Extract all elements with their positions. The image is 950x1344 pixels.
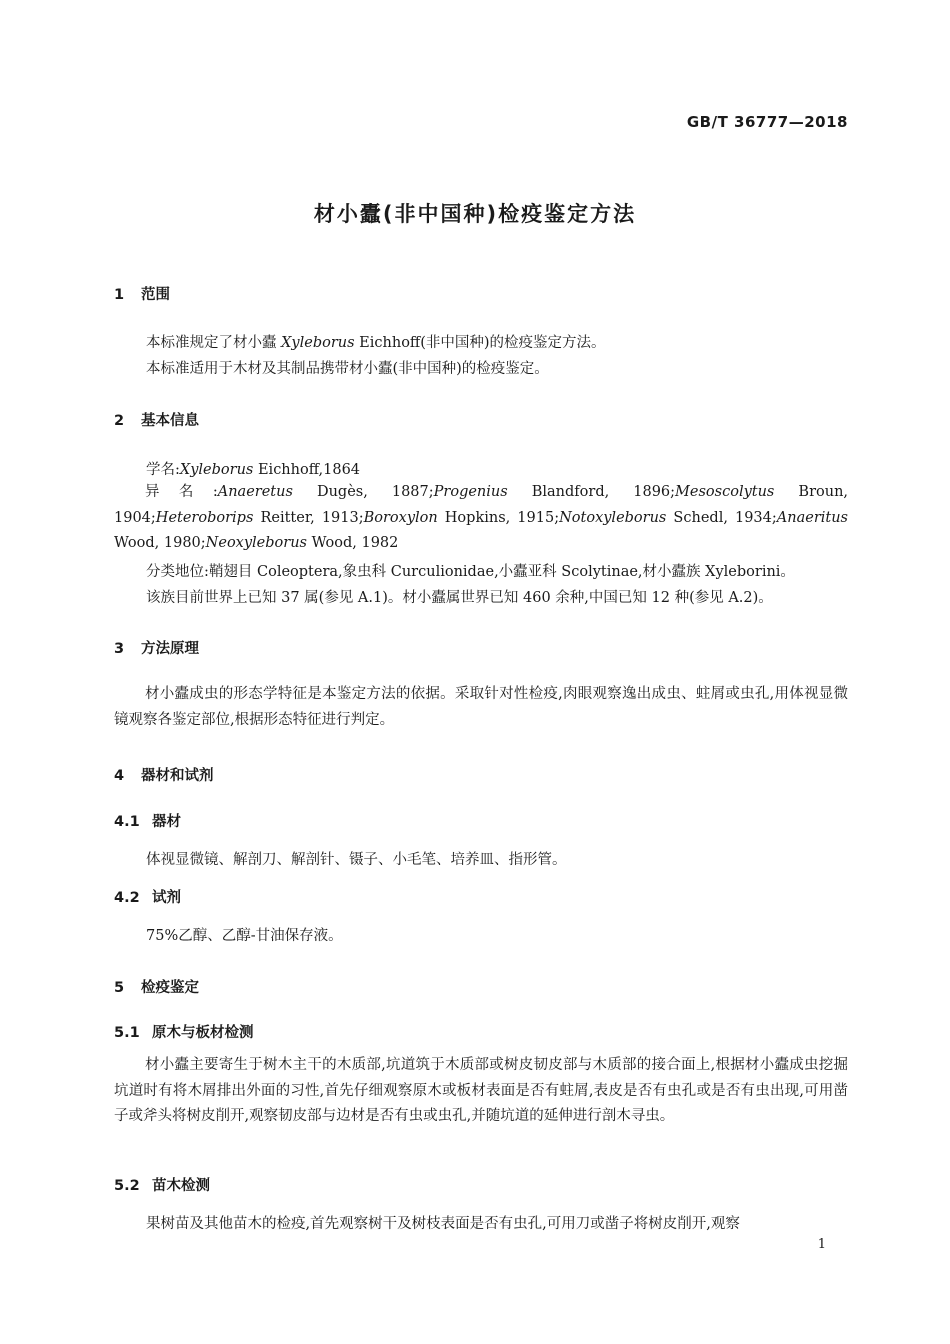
- synonym-author: Blandford, 1896;: [507, 484, 676, 500]
- subsection-number: 5.2: [114, 1178, 140, 1194]
- synonym-genus: Mesoscolytus: [675, 484, 775, 500]
- section-title: 检疫鉴定: [141, 980, 199, 996]
- genus-name: Xyleborus: [281, 335, 355, 351]
- synonym-author: Hopkins, 1915;: [437, 509, 560, 526]
- synonyms-list: [114, 484, 848, 551]
- synonym-genus: Progenius: [433, 484, 508, 500]
- synonym-author: Broun, 1904;: [114, 484, 849, 526]
- synonym-author: Dugès, 1887;: [292, 484, 434, 500]
- synonym-author: Wood, 1980;: [114, 535, 206, 552]
- synonym-genus: Neoxyleborus: [205, 535, 307, 552]
- known-species-line: 该族目前世界上已知 37 属(参见 A.1)。材小蠹属世界已知 460 余种,中国已知 12 种(参见 A.2)。: [146, 590, 773, 606]
- synonym-author: Wood, 1982: [306, 535, 399, 552]
- section-5-2-heading: [114, 1174, 210, 1195]
- subsection-title: 苗木检测: [152, 1178, 210, 1194]
- section-4-1-heading: [114, 810, 181, 831]
- subsection-number: 4.1: [114, 814, 140, 830]
- synonym-genus: Anaeritus: [776, 509, 848, 526]
- synonym-genus: Heteroborips: [155, 509, 254, 526]
- scientific-name: 学名:Xyleborus Eichhoff,1864: [146, 462, 361, 478]
- section-number: 5: [114, 980, 125, 996]
- section-3-heading: [114, 637, 199, 658]
- subsection-title: 原木与板材检测: [152, 1025, 254, 1041]
- section-3-paragraph: 材小蠹成虫的形态学特征是本鉴定方法的依据。采取针对性检疫,肉眼观察逸出成虫、蛀屑或虫孔,用体视显微镜观察各鉴定部位,根据形态特征进行判定。: [114, 686, 848, 728]
- section-1-paragraph-1: 本标准规定了材小蠹 Xyleborus Eichhoff(非中国种)的检疫鉴定方法。: [146, 335, 606, 351]
- subsection-title: 试剂: [152, 890, 181, 906]
- section-number: 4: [114, 768, 125, 784]
- section-1-heading: [114, 283, 170, 304]
- section-5-2-paragraph: 果树苗及其他苗木的检疫,首先观察树干及树枝表面是否有虫孔,可用刀或凿子将树皮削开,观察: [146, 1216, 740, 1232]
- section-4-2-heading: [114, 886, 181, 907]
- subsection-title: 器材: [152, 814, 181, 830]
- equipment-list: 体视显微镜、解剖刀、解剖针、镊子、小毛笔、培养皿、指形管。: [146, 852, 567, 868]
- section-title: 器材和试剂: [141, 768, 214, 784]
- synonym-author: Reitter, 1913;: [253, 509, 364, 526]
- section-title: 基本信息: [141, 413, 199, 429]
- document-title: 材小蠹(非中国种)检疫鉴定方法: [313, 202, 637, 226]
- section-4-heading: [114, 764, 214, 785]
- section-title: 方法原理: [141, 641, 199, 657]
- synonyms-label: 异名:: [145, 484, 218, 500]
- section-1-paragraph-2: 本标准适用于木材及其制品携带材小蠹(非中国种)的检疫鉴定。: [146, 361, 549, 377]
- reagents-list: 75%乙醇、乙醇-甘油保存液。: [146, 928, 343, 944]
- section-title: 范围: [141, 287, 170, 303]
- synonyms-paragraph: [114, 480, 848, 557]
- section-5-heading: [114, 976, 199, 997]
- synonym-genus: Anaeretus: [217, 484, 293, 500]
- standard-code: GB/T 36777—2018: [686, 113, 848, 131]
- synonym-genus: Notoxyleborus: [559, 509, 667, 526]
- page-number: 1: [817, 1237, 826, 1252]
- section-5-1-heading: [114, 1021, 254, 1042]
- section-number: 3: [114, 641, 125, 657]
- section-number: 1: [114, 287, 125, 303]
- subsection-number: 4.2: [114, 890, 140, 906]
- synonym-author: Schedl, 1934;: [666, 509, 777, 526]
- taxonomy-line: 分类地位:鞘翅目 Coleoptera,象虫科 Curculionidae,小蠹亚科 Scolytinae,材小蠹族 Xyleborini。: [146, 564, 795, 580]
- subsection-number: 5.1: [114, 1025, 140, 1041]
- section-2-heading: [114, 409, 199, 430]
- section-number: 2: [114, 413, 125, 429]
- synonym-genus: Boroxylon: [363, 509, 438, 526]
- section-5-1-paragraph: 材小蠹主要寄生于树木主干的木质部,坑道筑于木质部或树皮韧皮部与木质部的接合面上,根据材小蠹成虫挖掘坑道时有将木屑排出外面的习性,首先仔细观察原木或板材表面是否有蛀屑,表皮是否有虫孔或是否有虫出现,可用凿子或斧头将树皮削开,观察韧皮部与边材是否有虫或虫孔,并随坑道的延伸进行剖木寻虫。: [114, 1057, 848, 1125]
